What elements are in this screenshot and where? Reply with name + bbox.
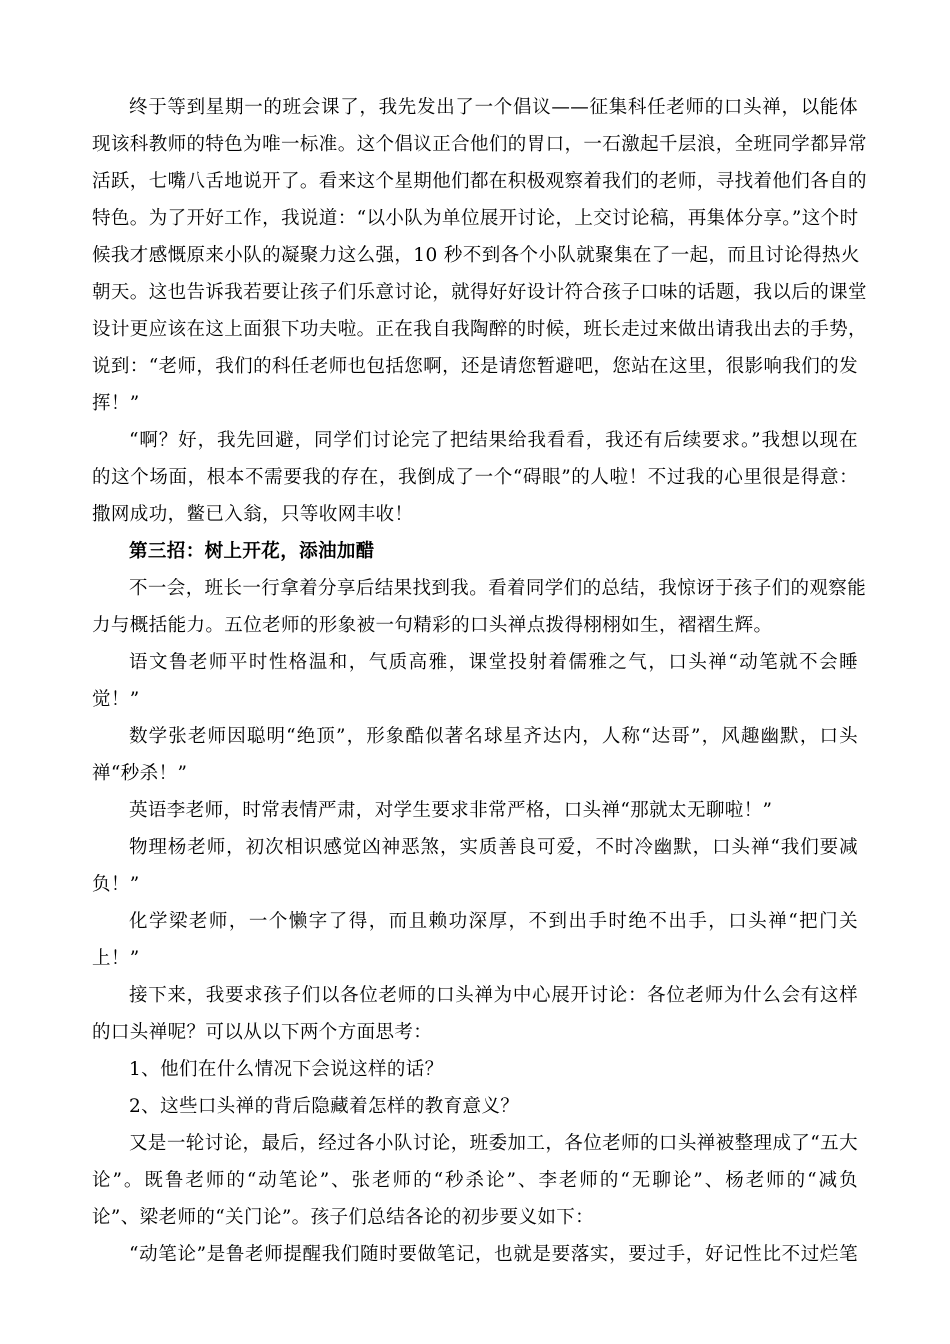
paragraph-line: 论”、梁老师的“关门论”。孩子们总结各论的初步要义如下：	[92, 1207, 595, 1228]
paragraph-line: 又是一轮讨论，最后，经过各小队讨论，班委加工，各位老师的口头禅被整理成了“五大	[129, 1133, 858, 1154]
paragraph-line: 说到：“老师，我们的科任老师也包括您啊，还是请您暂避吧，您站在这里，很影响我们的发	[92, 356, 858, 377]
paragraph-line: 不一会，班长一行拿着分享后结果找到我。看着同学们的总结，我惊讶于孩子们的观察能	[129, 578, 867, 599]
paragraph-line: 负！”	[92, 874, 140, 895]
paragraph-line: 设计更应该在这上面狠下功夫啦。正在我自我陶醉的时候，班长走过来做出请我出去的手势，	[92, 319, 867, 340]
paragraph-line: 数学张老师因聪明“绝顶”，形象酷似著名球星齐达内，人称“达哥”，风趣幽默，口头	[129, 726, 858, 747]
paragraph-line: 觉！”	[92, 689, 140, 710]
paragraph-line: 挥！”	[92, 393, 140, 414]
paragraph-line: 英语李老师，时常表情严肃，对学生要求非常严格，口头禅“那就太无聊啦！”	[129, 800, 773, 821]
paragraph-line: 候我才感慨原来小队的凝聚力这么强，10 秒不到各个小队就聚集在了一起，而且讨论得热火	[92, 245, 860, 266]
paragraph-line: “啊？好，我先回避，同学们讨论完了把结果给我看看，我还有后续要求。”我想以现在	[129, 430, 858, 451]
list-item: 1、他们在什么情况下会说这样的话？	[129, 1059, 444, 1080]
paragraph-line: 的口头禅呢？可以从以下两个方面思考：	[92, 1022, 433, 1043]
section-heading: 第三招：树上开花，添油加醋	[129, 541, 375, 562]
paragraph-line: “动笔论”是鲁老师提醒我们随时要做笔记，也就是要落实，要过手，好记性比不过烂笔	[129, 1244, 858, 1265]
paragraph-line: 物理杨老师，初次相识感觉凶神恶煞，实质善良可爱，不时冷幽默，口头禅“我们要减	[129, 837, 858, 858]
paragraph-line: 化学梁老师，一个懒字了得，而且赖功深厚，不到出手时绝不出手，口头禅“把门关	[129, 911, 858, 932]
paragraph-line: 现该科教师的特色为唯一标准。这个倡议正合他们的胃口，一石激起千层浪，全班同学都异常	[92, 134, 867, 155]
paragraph-line: 特色。为了开好工作，我说道：“以小队为单位展开讨论，上交讨论稿，再集体分享。”这个时	[92, 208, 859, 229]
paragraph-line: 活跃，七嘴八舌地说开了。看来这个星期他们都在积极观察着我们的老师，寻找着他们各自的	[92, 171, 867, 192]
paragraph-line: 上！”	[92, 948, 140, 969]
paragraph-line: 终于等到星期一的班会课了，我先发出了一个倡议——征集科任老师的口头禅，以能体	[129, 97, 858, 118]
paragraph-line: 语文鲁老师平时性格温和，气质高雅，课堂投射着儒雅之气，口头禅“动笔就不会睡	[129, 652, 858, 673]
list-item: 2、这些口头禅的背后隐藏着怎样的教育意义？	[129, 1096, 520, 1117]
paragraph-line: 接下来，我要求孩子们以各位老师的口头禅为中心展开讨论：各位老师为什么会有这样	[129, 985, 858, 1006]
paragraph-line: 的这个场面，根本不需要我的存在，我倒成了一个“碍眼”的人啦！不过我的心里很是得意：	[92, 467, 858, 488]
paragraph-line: 力与概括能力。五位老师的形象被一句精彩的口头禅点拨得栩栩如生，褶褶生辉。	[92, 615, 773, 636]
paragraph-line: 朝天。这也告诉我若要让孩子们乐意讨论，就得好好设计符合孩子口味的话题，我以后的课堂	[92, 282, 867, 303]
paragraph-line: 论”。既鲁老师的“动笔论”、张老师的“秒杀论”、李老师的“无聊论”、杨老师的“减负	[92, 1170, 858, 1191]
paragraph-line: 撒网成功，鳖已入翁，只等收网丰收！	[92, 504, 414, 525]
paragraph-line: 禅“秒杀！”	[92, 763, 188, 784]
